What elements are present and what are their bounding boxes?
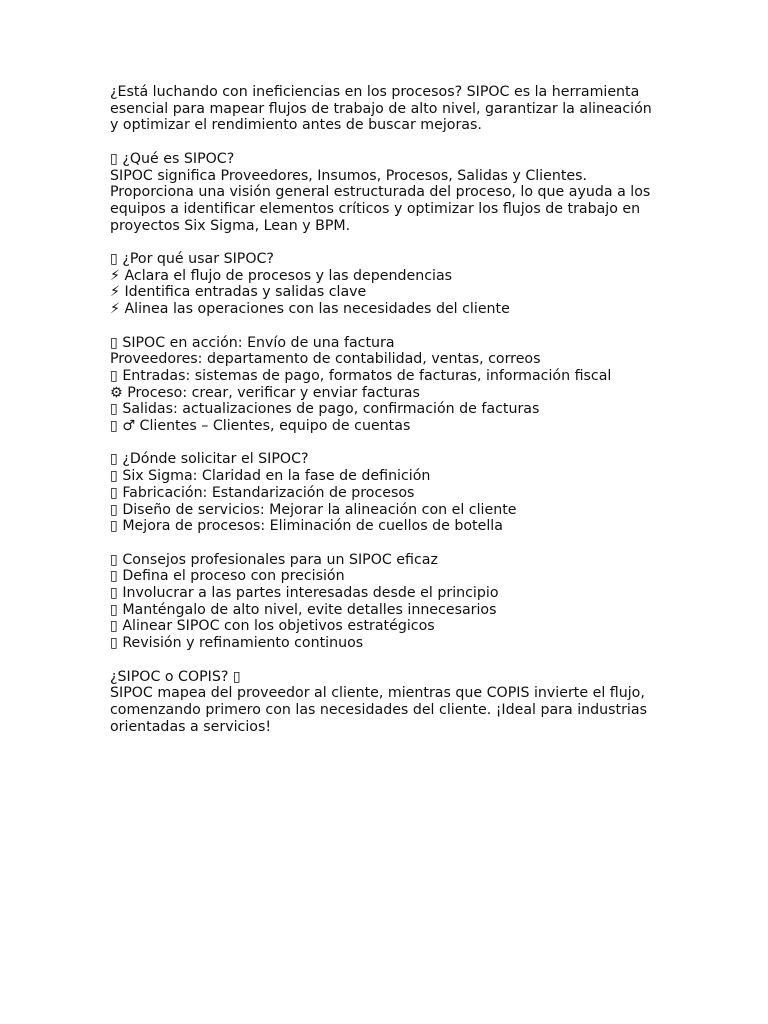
intro-paragraph <box>110 84 670 134</box>
section-heading: ▯ ¿Por qué usar SIPOC? <box>110 251 274 267</box>
text-line: comenzando primero con las necesidades del cliente. ¡Ideal para industrias <box>110 701 647 718</box>
text-line: SIPOC mapea del proveedor al cliente, mientras que COPIS invierte el flujo, <box>110 685 645 702</box>
bullet-item: ▯ Diseño de servicios: Mejorar la alineación con el cliente <box>110 501 517 518</box>
bullet-item: Proveedores: departamento de contabilidad, ventas, correos <box>110 351 541 368</box>
bullet-item: ⚙ Proceso: crear, verificar y enviar facturas <box>110 384 420 401</box>
text-line: equipos a identificar elementos críticos y optimizar los flujos de trabajo en <box>110 200 641 217</box>
section-heading: ¿SIPOC o COPIS? ▯ <box>110 668 241 685</box>
bullet-item: ▯ Fabricación: Estandarización de procesos <box>110 484 415 501</box>
section-heading: ▯ Consejos profesionales para un SIPOC eficaz <box>110 551 438 568</box>
bullet-item: ⚡ Alinea las operaciones con las necesidades del cliente <box>110 301 510 318</box>
what-is-sipoc-section <box>110 151 670 235</box>
bullet-item: ▯ Alinear SIPOC con los objetivos estratégicos <box>110 618 435 635</box>
bullet-item: ▯ Revisión y refinamiento continuos <box>110 635 364 652</box>
text-line: orientadas a servicios! <box>110 718 272 735</box>
text-line: y optimizar el rendimiento antes de buscar mejoras. <box>110 117 482 134</box>
bullet-item: ⚡ Identifica entradas y salidas clave <box>110 284 367 301</box>
bullet-item: ▯ Salidas: actualizaciones de pago, confirmación de facturas <box>110 401 540 418</box>
text-line: ¿Está luchando con ineficiencias en los procesos? SIPOC es la herramienta <box>110 84 640 100</box>
why-use-sipoc-section <box>110 251 670 318</box>
section-heading: ▯ SIPOC en acción: Envío de una factura <box>110 334 395 351</box>
sipoc-vs-copis-section <box>110 669 670 736</box>
bullet-item: ⚡ Aclara el flujo de procesos y las dependencias <box>110 267 453 284</box>
where-to-apply-section <box>110 451 670 535</box>
bullet-item: ▯ Involucrar a las partes interesadas desde el principio <box>110 585 499 602</box>
bullet-item: ▯ ♂ Clientes – Clientes, equipo de cuentas <box>110 418 411 435</box>
bullet-item: ▯ Mejora de procesos: Eliminación de cuellos de botella <box>110 518 503 535</box>
pro-tips-section <box>110 552 670 652</box>
text-line: esencial para mapear flujos de trabajo de alto nivel, garantizar la alineación <box>110 100 652 117</box>
sipoc-in-action-section <box>110 335 670 435</box>
text-line: Proporciona una visión general estructurada del proceso, lo que ayuda a los <box>110 184 651 201</box>
document-page <box>110 84 670 752</box>
bullet-item: ▯ Six Sigma: Claridad en la fase de definición <box>110 468 431 485</box>
section-heading: ▯ ¿Qué es SIPOC? <box>110 150 235 167</box>
bullet-item: ▯ Manténgalo de alto nivel, evite detalles innecesarios <box>110 601 497 618</box>
bullet-item: ▯ Defina el proceso con precisión <box>110 568 345 585</box>
section-heading: ▯ ¿Dónde solicitar el SIPOC? <box>110 451 309 468</box>
text-line: proyectos Six Sigma, Lean y BPM. <box>110 217 351 234</box>
bullet-item: ▯ Entradas: sistemas de pago, formatos de facturas, información fiscal <box>110 367 612 384</box>
text-line: SIPOC significa Proveedores, Insumos, Procesos, Salidas y Clientes. <box>110 167 588 184</box>
